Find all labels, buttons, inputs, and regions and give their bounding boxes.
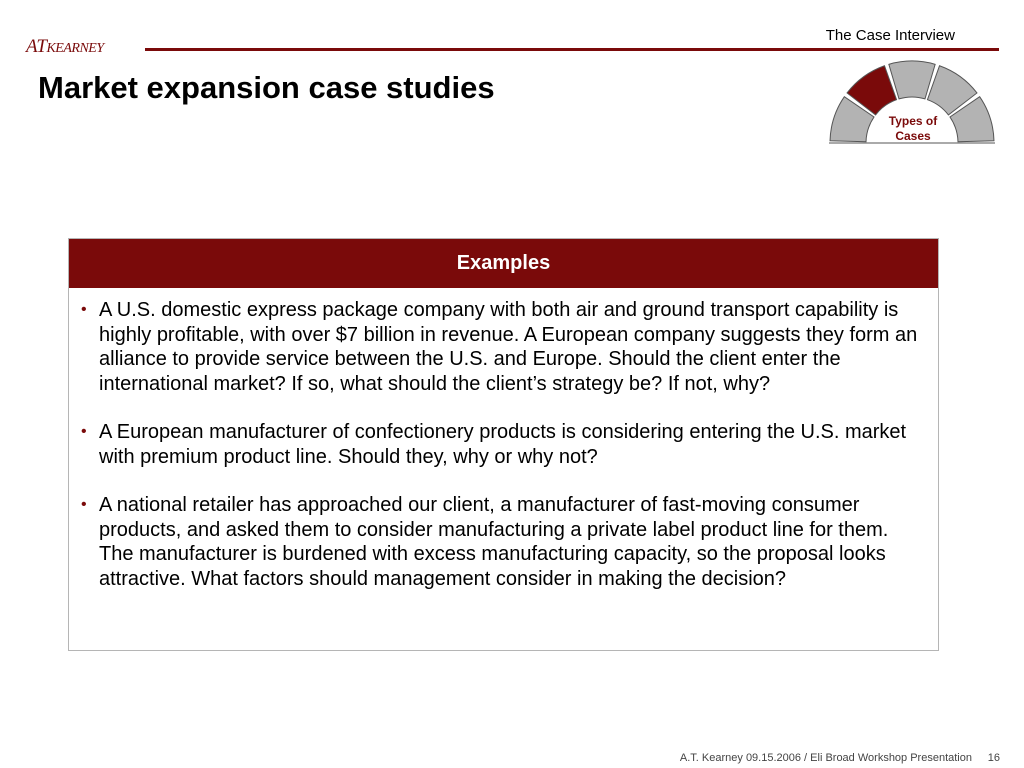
list-item (77, 493, 920, 591)
bullet-icon: • (81, 423, 87, 440)
bullet-icon: • (81, 301, 87, 318)
section-label: The Case Interview (825, 27, 955, 44)
example-text: A national retailer has approached our client, a manufacturer of fast-moving consumer products, and asked them to consider manufacturing a private label product line for them. The manufacturer is burdened with excess manufacturing capacity, so the proposal looks attractive. What factors should management consider in making the decision? (99, 494, 889, 590)
examples-header: Examples (69, 239, 938, 288)
list-item (77, 298, 920, 396)
bullet-icon: • (81, 496, 87, 513)
list-item (77, 420, 920, 469)
footer-text: A.T. Kearney 09.15.2006 / Eli Broad Workshop Presentation (679, 752, 972, 764)
logo-main-text: AT (26, 36, 47, 57)
page-title: Market expansion case studies (38, 70, 495, 105)
header-rule (145, 48, 999, 51)
examples-box (68, 238, 939, 651)
example-text: A U.S. domestic express package company with both air and ground transport capability is highly profitable, with over $7 billion in revenue. A European company suggests they form an alliance to provide service between the U.S. and Europe. Should the client enter the international market? If so, what should the client’s strategy be? If not, why? (99, 299, 918, 395)
logo-sub-text: KEARNEY (46, 41, 104, 56)
examples-list (69, 288, 938, 591)
gauge-label-line2: Cases (895, 129, 931, 143)
gauge-segment (889, 61, 935, 99)
example-text: A European manufacturer of confectionery products is considering entering the U.S. market with premium product line. Should they, why or why not? (99, 421, 907, 468)
page-number: 16 (987, 752, 1000, 764)
gauge-label (873, 114, 953, 144)
gauge-label-line1: Types of (888, 114, 938, 128)
company-logo (26, 36, 104, 58)
